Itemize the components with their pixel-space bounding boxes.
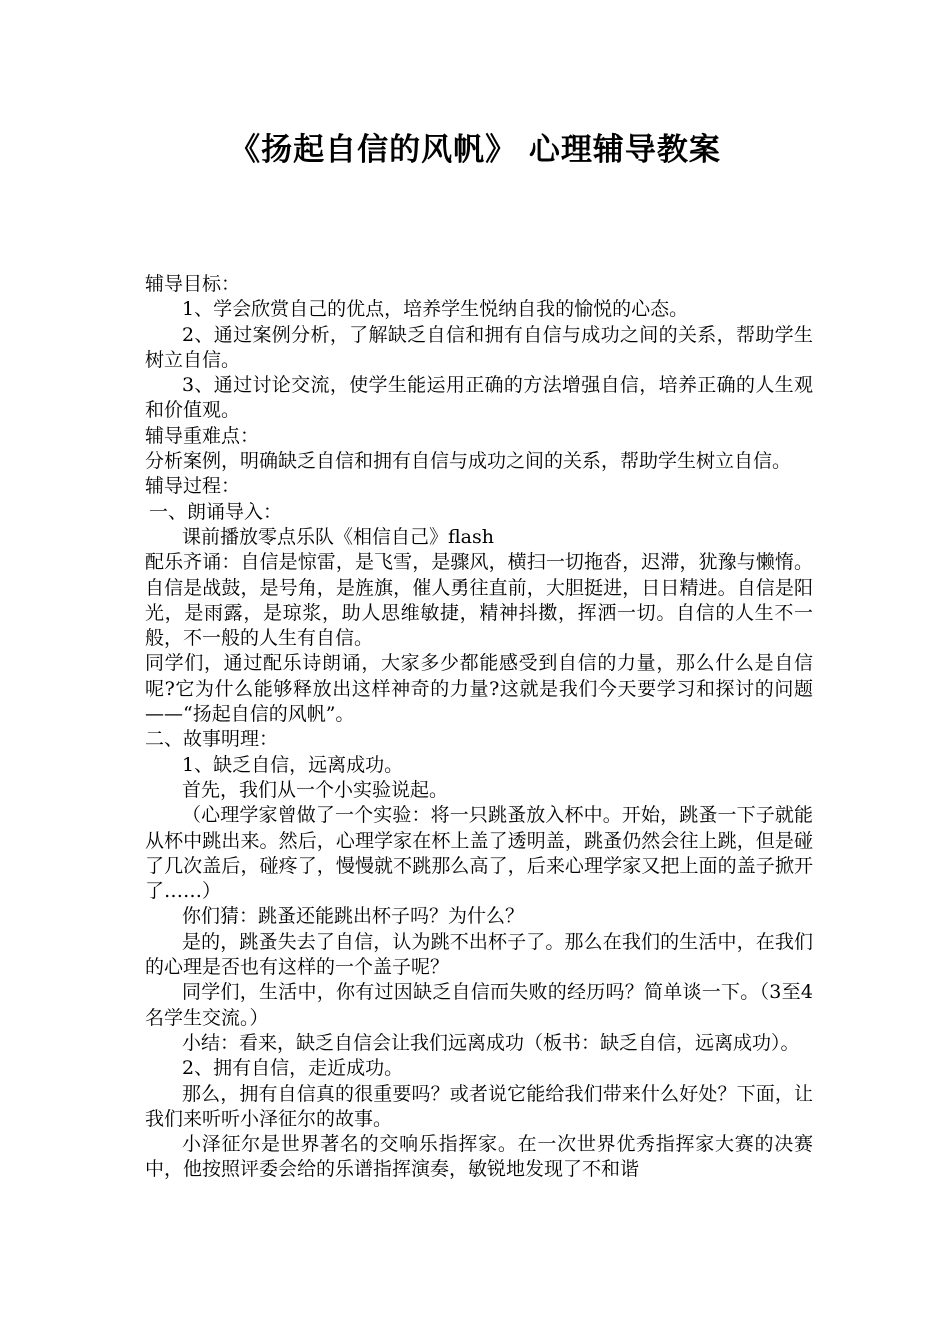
paragraph: 是的，跳蚤失去了自信，认为跳不出杯子了。那么在我们的生活中，在我们的心理是否也有这样的一个盖子呢？ (145, 930, 813, 979)
paragraph: 课前播放零点乐队《相信自己》flash (182, 525, 494, 548)
paragraph: 那么，拥有自信真的很重要吗？或者说它能给我们带来什么好处？下面，让我们来听听小泽征尔的故事。 (145, 1082, 813, 1130)
paragraph: 2、通过案例分析，了解缺乏自信和拥有自信与成功之间的关系，帮助学生树立自信。 (145, 323, 813, 371)
paragraph: 你们猜：跳蚤还能跳出杯子吗？为什么？ (182, 905, 525, 928)
paragraph: 1、缺乏自信，远离成功。 (182, 753, 404, 776)
document-body (145, 272, 813, 1183)
paragraph: 二、故事明理： (145, 728, 279, 751)
paragraph: 一、朗诵导入： (149, 500, 283, 523)
paragraph: 辅导重难点： (145, 424, 260, 447)
document-title: 《扬起自信的风帆》 心理辅导教案 (229, 132, 721, 168)
paragraph: 2、拥有自信，走近成功。 (182, 1057, 404, 1080)
paragraph: 辅导目标： (145, 273, 241, 295)
paragraph: 配乐齐诵：自信是惊雷，是飞雪，是骤风，横扫一切拖沓，迟滞，犹豫与懒惰。自信是战鼓，是号角，是旌旗，催人勇往直前，大胆挺进，日日精进。自信是阳光，是雨露，是琼浆，助人思维敏捷，精神抖擞，挥洒一切。自信的人生不一般，不一般的人生有自信。 (145, 551, 813, 650)
paragraph: 1、学会欣赏自己的优点，培养学生悦纳自我的愉悦的心态。 (182, 298, 689, 321)
paragraph: 分析案例，明确缺乏自信和拥有自信与成功之间的关系，帮助学生树立自信。 (145, 450, 792, 473)
paragraph: 小泽征尔是世界著名的交响乐指挥家。在一次世界优秀指挥家大赛的决赛中，他按照评委会给的乐谱指挥演奏，敏锐地发现了不和谐 (145, 1133, 813, 1181)
paragraph: 辅导过程： (145, 475, 241, 498)
paragraph: 同学们，生活中，你有过因缺乏自信而失败的经历吗？简单谈一下。（3至4名学生交流。） (145, 981, 813, 1029)
paragraph: 3、通过讨论交流，使学生能运用正确的方法增强自信，培养正确的人生观和价值观。 (145, 374, 813, 422)
paragraph: 小结：看来，缺乏自信会让我们远离成功（板书：缺乏自信，远离成功）。 (182, 1031, 800, 1054)
paragraph: 同学们，通过配乐诗朗诵，大家多少都能感受到自信的力量，那么什么是自信呢?它为什么能够释放出这样神奇的力量?这就是我们今天要学习和探讨的问题——“扬起自信的风帆”。 (145, 652, 813, 726)
paragraph: （心理学家曾做了一个实验：将一只跳蚤放入杯中。开始，跳蚤一下子就能从杯中跳出来。然后，心理学家在杯上盖了透明盖，跳蚤仍然会往上跳，但是碰了几次盖后，碰疼了，慢慢就不跳那么高了，后来心理学家又把上面的盖子掀开了……） (145, 804, 813, 903)
paragraph: 首先，我们从一个小实验说起。 (182, 778, 449, 801)
